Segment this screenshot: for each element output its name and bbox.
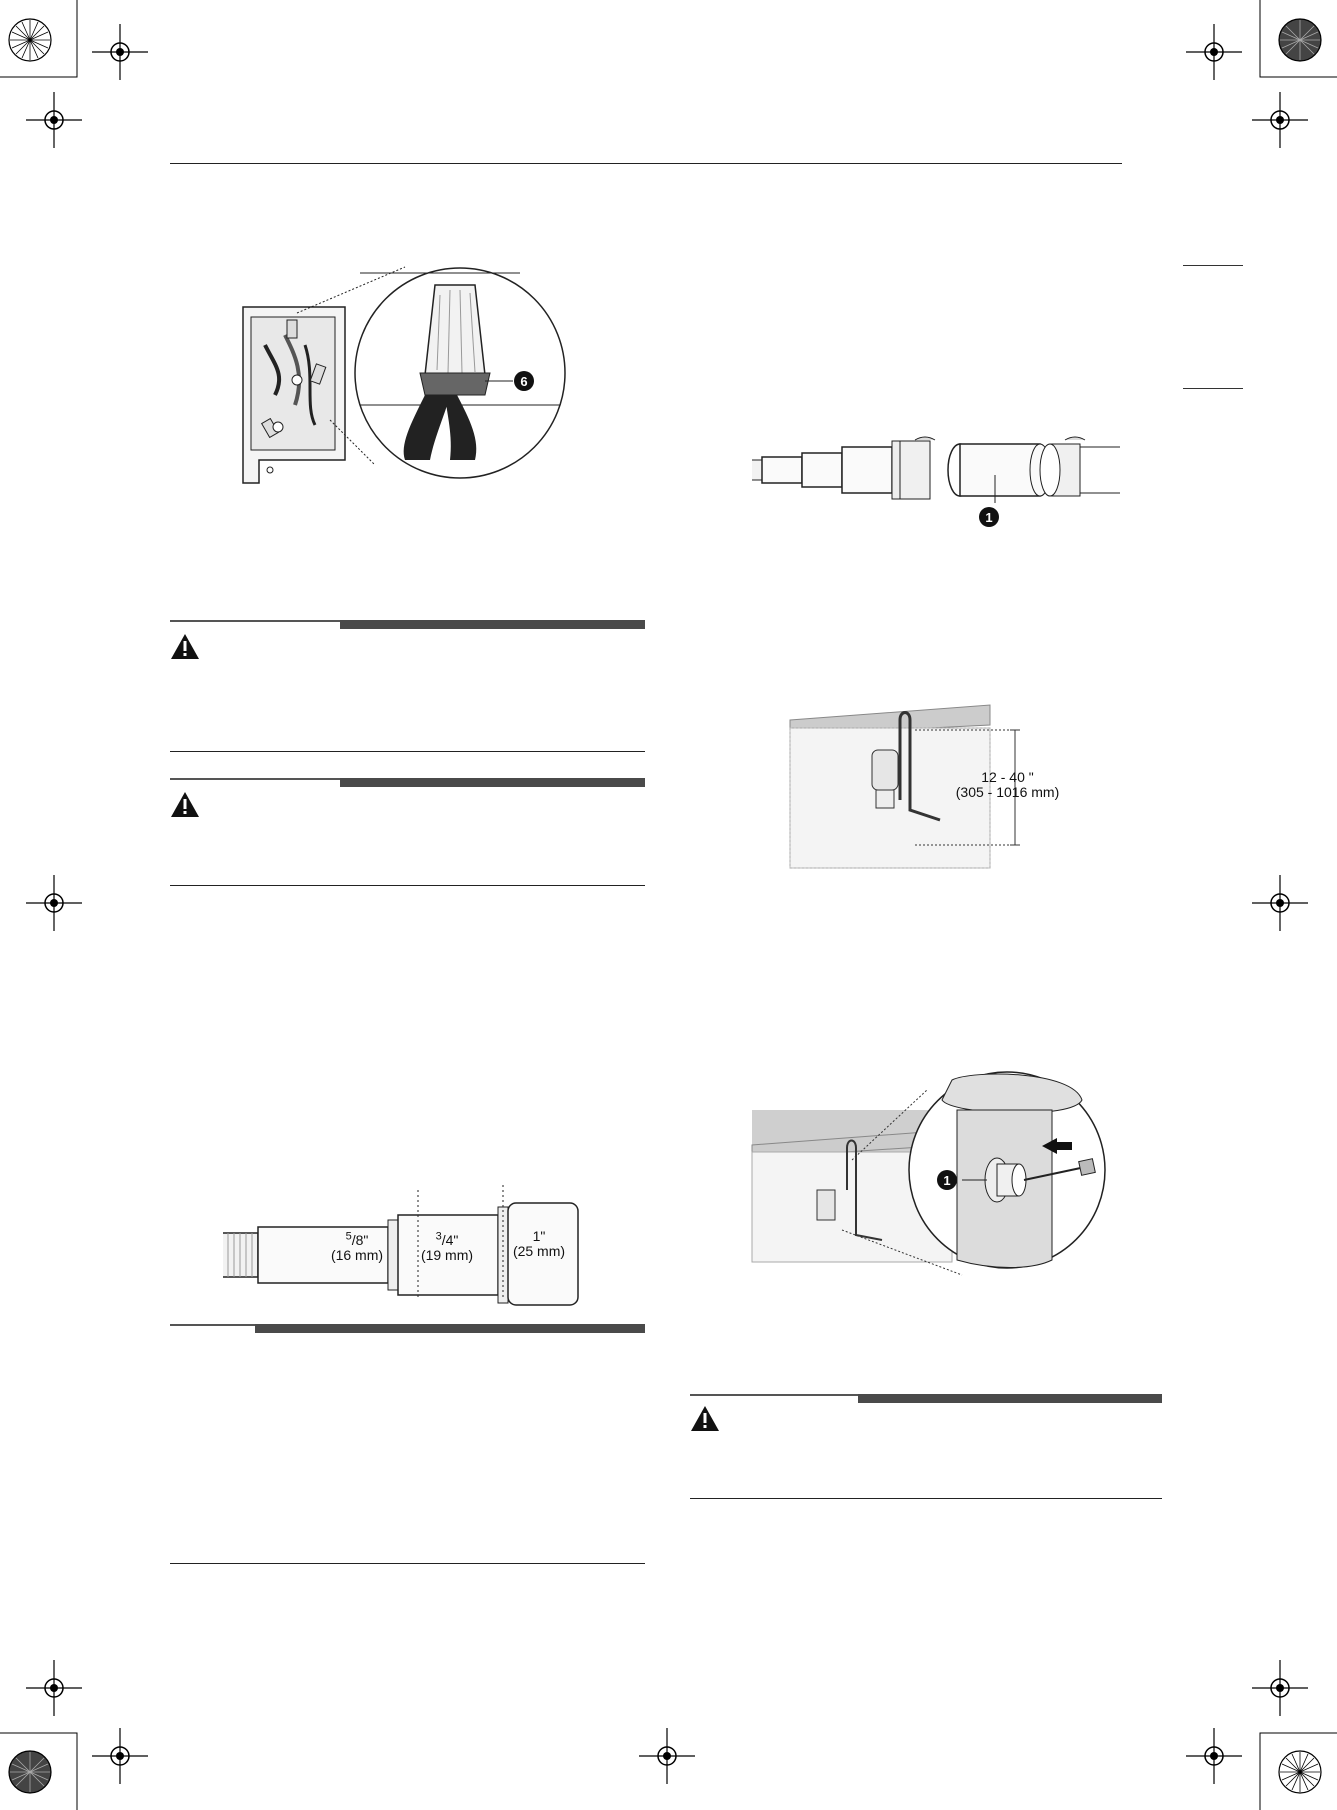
size-3-4-label: $^3$/4" (19 mm): [420, 1230, 474, 1263]
disposer-plug-illustration: [752, 1070, 1102, 1270]
size-1-label: 1" (25 mm): [512, 1228, 566, 1259]
warning-2-bottom-rule: [170, 885, 645, 886]
warning-triangle-icon: [170, 791, 200, 818]
warning-bar-3: [690, 1394, 1162, 1403]
callout-6: 6: [520, 374, 528, 389]
note-bar: [170, 1324, 645, 1333]
header-rule: [170, 163, 1122, 164]
hose-adapter-illustration: [750, 435, 1120, 535]
drain-height-label: 12 - 40 " (305 - 1016 mm): [955, 769, 1060, 800]
size-5-8-label: $^5$/8" (16 mm): [330, 1230, 384, 1263]
side-tab-marker-top: [1183, 265, 1243, 266]
callout-1-plug: 1: [943, 1173, 951, 1188]
warning-triangle-icon: [690, 1405, 720, 1432]
callout-1-adapter: 1: [985, 510, 993, 525]
warning-bar-2: [170, 778, 645, 787]
warning-3-bottom-rule: [690, 1498, 1162, 1499]
warning-triangle-icon: [170, 633, 200, 660]
warning-1-bottom-rule: [170, 751, 645, 752]
junction-box-illustration: [235, 255, 575, 495]
warning-bar-1: [170, 620, 645, 629]
side-tab-marker-bottom: [1183, 388, 1243, 389]
note-bottom-rule: [170, 1563, 645, 1564]
